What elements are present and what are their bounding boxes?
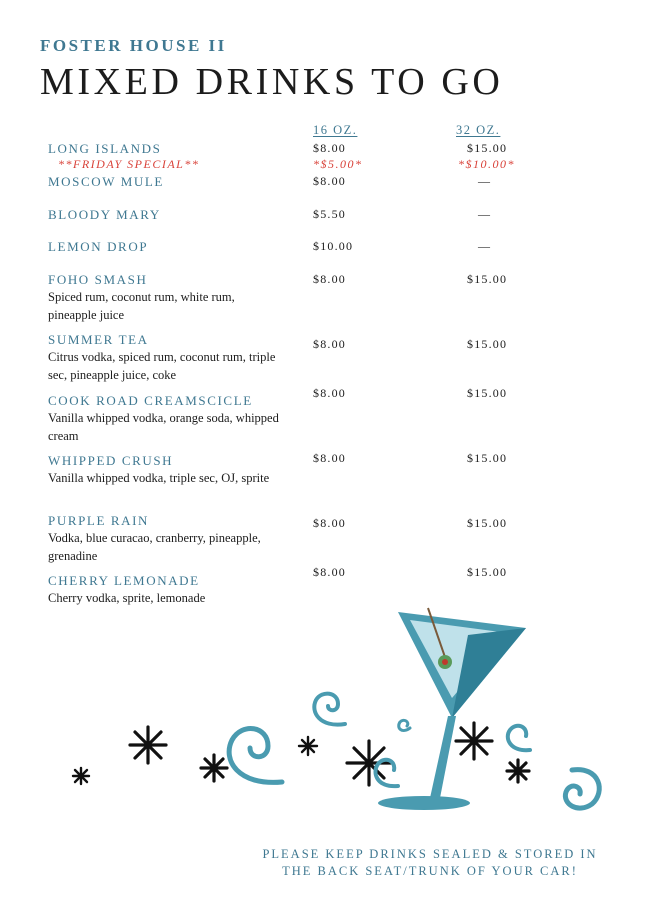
drink-name-moscow-mule: MOSCOW MULE [48, 174, 164, 189]
friday-special-label: **FRIDAY SPECIAL** [58, 157, 200, 171]
restaurant-name: FOSTER HOUSE II [40, 36, 227, 55]
drink-name-purple-rain: PURPLE RAIN [48, 513, 150, 528]
decorative-artwork [0, 600, 646, 840]
price-32-cook-road-creamscicle: $15.00 [467, 386, 508, 400]
swirl-icon [565, 770, 599, 809]
drink-desc-cook-road-creamscicle: Vanilla whipped vodka, orange soda, whipped cream [48, 411, 279, 443]
asterisk-star-icon [201, 755, 227, 781]
asterisk-star-icon [299, 737, 317, 755]
price-16-whipped-crush: $8.00 [313, 451, 346, 465]
price-16-moscow-mule: $8.00 [313, 174, 346, 188]
special-price-32: *$10.00* [458, 157, 515, 171]
swirl-icon [399, 720, 410, 730]
price-16-foho-smash: $8.00 [313, 272, 346, 286]
asterisk-star-icon [507, 760, 529, 782]
drink-name-bloody-mary: BLOODY MARY [48, 207, 161, 222]
price-32-purple-rain: $15.00 [467, 516, 508, 530]
drink-name-summer-tea: SUMMER TEA [48, 332, 149, 347]
drink-desc-foho-smash: Spiced rum, coconut rum, white rum, pineapple juice [48, 290, 235, 322]
price-16-summer-tea: $8.00 [313, 337, 346, 351]
drink-desc-cherry-lemonade: Cherry vodka, sprite, lemonade [48, 591, 206, 605]
drink-desc-purple-rain: Vodka, blue curacao, cranberry, pineapple, grenadine [48, 531, 261, 563]
price-16-cherry-lemonade: $8.00 [313, 565, 346, 579]
price-32-foho-smash: $15.00 [467, 272, 508, 286]
price-16-bloody-mary: $5.50 [313, 207, 346, 221]
asterisk-star-icon [456, 723, 492, 759]
drink-name-cherry-lemonade: CHERRY LEMONADE [48, 573, 200, 588]
price-16-lemon-drop: $10.00 [313, 239, 354, 253]
price-32-summer-tea: $15.00 [467, 337, 508, 351]
price-32-cherry-lemonade: $15.00 [467, 565, 508, 579]
price-16-long-islands: $8.00 [313, 141, 346, 155]
column-header-32oz: 32 OZ. [456, 123, 501, 137]
price-32-bloody-mary: — [478, 207, 492, 221]
swirl-icon [508, 726, 530, 750]
drink-desc-whipped-crush: Vanilla whipped vodka, triple sec, OJ, sprite [48, 471, 270, 485]
drink-name-lemon-drop: LEMON DROP [48, 239, 149, 254]
drink-desc-summer-tea: Citrus vodka, spiced rum, coconut rum, triple sec, pineapple juice, coke [48, 350, 276, 382]
swirl-icon [314, 694, 345, 725]
swirl-icon [229, 729, 282, 783]
asterisk-star-icon [347, 741, 391, 785]
footer-notice [230, 846, 630, 880]
drink-name-cook-road-creamscicle: COOK ROAD CREAMSCICLE [48, 393, 253, 408]
page-title: MIXED DRINKS TO GO [40, 61, 504, 103]
drink-name-long-islands: LONG ISLANDS [48, 141, 162, 156]
price-16-cook-road-creamscicle: $8.00 [313, 386, 346, 400]
drink-name-foho-smash: FOHO SMASH [48, 272, 148, 287]
price-32-lemon-drop: — [478, 239, 492, 253]
price-16-purple-rain: $8.00 [313, 516, 346, 530]
price-32-moscow-mule: — [478, 174, 492, 188]
column-header-16oz: 16 OZ. [313, 123, 358, 137]
price-32-long-islands: $15.00 [467, 141, 508, 155]
price-32-whipped-crush: $15.00 [467, 451, 508, 465]
footer-line-1: PLEASE KEEP DRINKS SEALED & STORED IN [262, 847, 598, 861]
footer-line-2: THE BACK SEAT/TRUNK OF YOUR CAR! [282, 864, 578, 878]
martini-glass-icon [378, 608, 526, 810]
drink-name-whipped-crush: WHIPPED CRUSH [48, 453, 174, 468]
asterisk-star-icon [73, 768, 89, 784]
special-price-16: *$5.00* [313, 157, 363, 171]
asterisk-star-icon [130, 727, 166, 763]
